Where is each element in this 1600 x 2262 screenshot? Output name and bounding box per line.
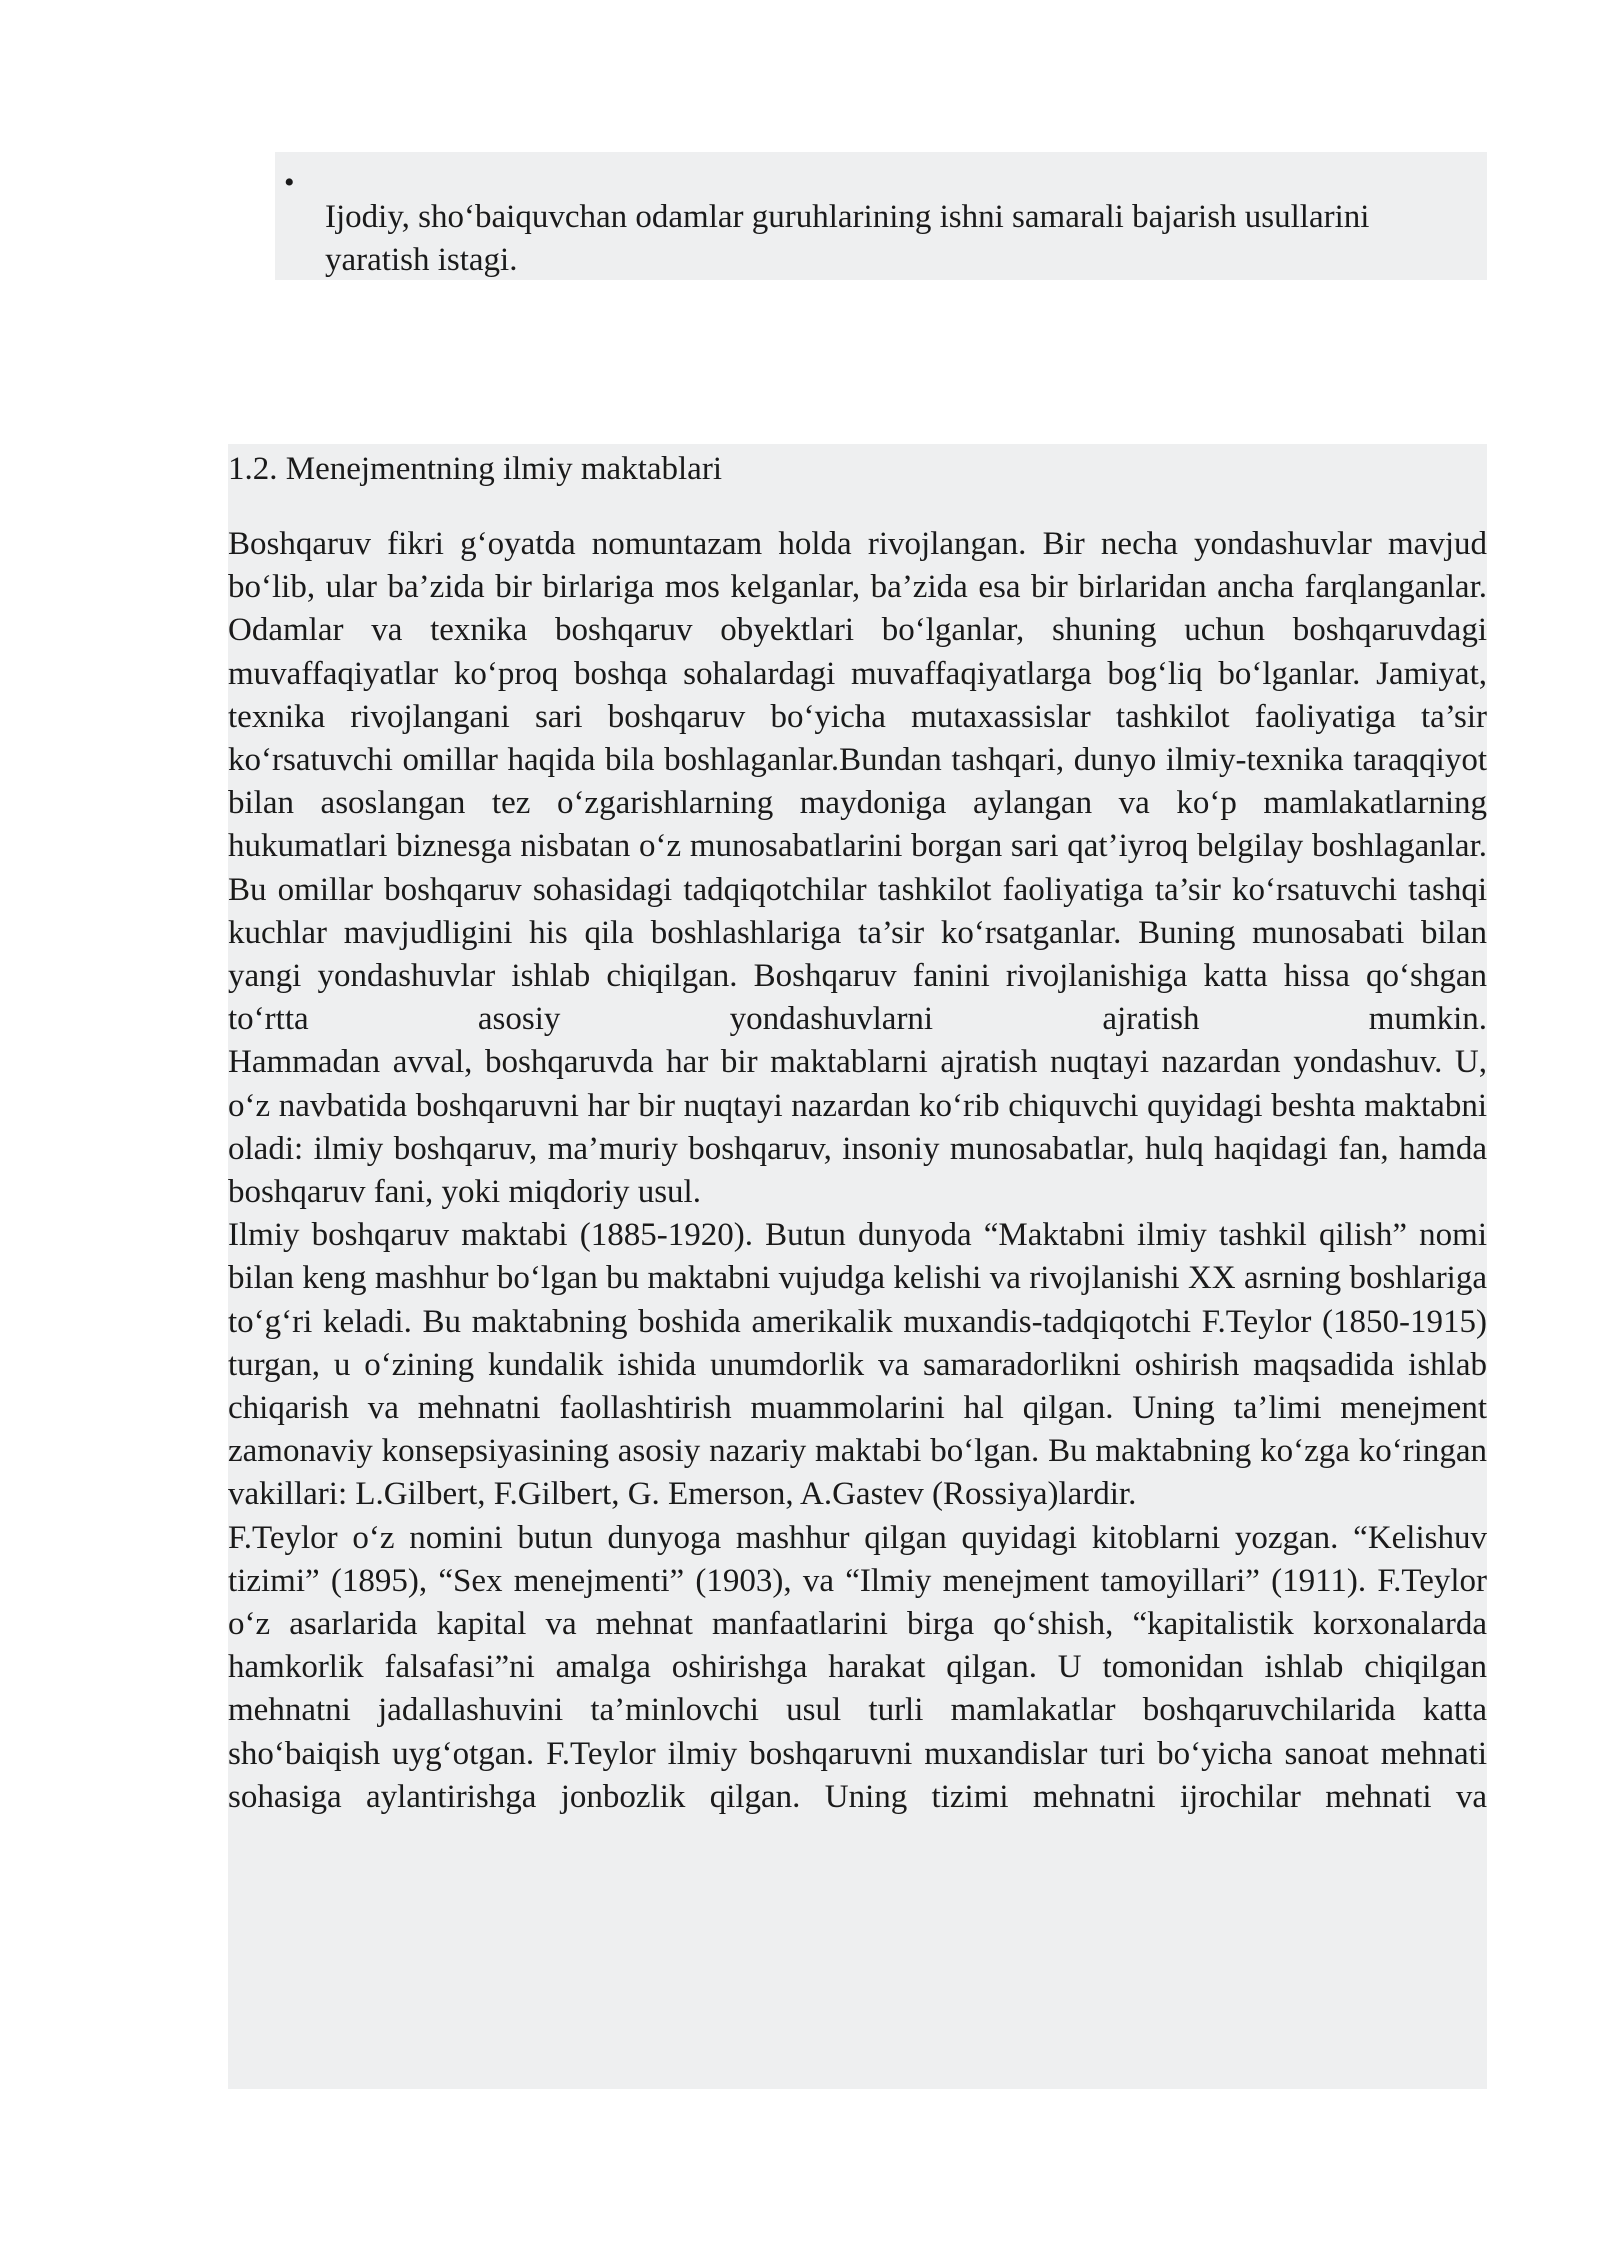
section-menejment-maktablari: [228, 444, 1487, 2089]
paragraph-4: F.Teylor o‘z nomini butun dunyoga mashhur qilgan quyidagi kitoblarni yozgan. “Kelishuv tizimi” (1895), “Sex menejmenti” (1903), va “Ilmiy menejment tamoyillari” (1911). F.Teylor o‘z asarlarida kapital va mehnat manfaatlarini birga qo‘shish, “kapitalistik korxonalarda hamkorlik falsafasi”ni amalga oshirishga harakat qilgan. U tomonidan ishlab chiqilgan mehnatni jadallashuvini ta’minlovchi usul turli mamlakatlar boshqaruvchilarida katta sho‘baiqish uyg‘otgan. F.Teylor ilmiy boshqaruvni muxandislar turi bo‘yicha sanoat mehnati sohasiga aylantirishga jonbozlik qilgan. Uning tizimi mehnatni ijrochilar mehnati va: [228, 1519, 1487, 1815]
bullet-list-item: [275, 152, 1487, 280]
paragraph-3: Ilmiy boshqaruv maktabi (1885-1920). Butun dunyoda “Maktabni ilmiy tashkil qilish” nomi bilan keng mashhur bo‘lgan bu maktabni vujudga kelishi va rivojlanishi XX asrning boshlariga to‘g‘ri keladi. Bu maktabning boshida amerikalik muxandis-tadqiqotchi F.Teylor (1850-1915) turgan, u o‘zining kundalik ishida unumdorlik va samaradorlikni oshirish maqsadida ishlab chiqarish va mehnatni faollashtirish muammolarini hal qilgan. Uning ta’limi menejment zamonaviy konsepsiyasining asosiy nazariy maktabi bo‘lgan. Bu maktabning ko‘zga ko‘ringan vakillari: L.Gilbert, F.Gilbert, G. Emerson, A.Gastev (Rossiya)lardir.: [228, 1217, 1487, 1513]
paragraph-1: Boshqaruv fikri g‘oyatda nomuntazam holda rivojlangan. Bir necha yondashuvlar mavjud bo‘lib, ular ba’zida bir birlariga mos kelganlar, ba’zida esa bir birlaridan ancha farqlanganlar. Odamlar va texnika boshqaruv obyektlari bo‘lganlar, shuning uchun boshqaruvdagi muvaffaqiyatlar ko‘proq boshqa sohalardagi muvaffaqiyatlarga bog‘liq bo‘lganlar. Jamiyat, texnika rivojlangani sari boshqaruv bo‘yicha mutaxassislar tashkilot faoliyatiga ta’sir ko‘rsatuvchi omillar haqida bila boshlaganlar.Bundan tashqari, dunyo ilmiy-texnika taraqqiyot bilan asoslangan tez o‘zgarishlarning maydoniga aylangan va ko‘p mamlakatlarning hukumatlari biznesga nisbatan o‘z munosabatlarini borgan sari qat’iyroq belgilay boshlaganlar. Bu omillar boshqaruv sohasidagi tadqiqotchilar tashkilot faoliyatiga ta’sir ko‘rsatuvchi tashqi kuchlar mavjudligini his qila boshlashlariga ta’sir ko‘rsatganlar. Buning munosabati bilan yangi yondashuvlar ishlab chiqilgan. Boshqaruv fanini rivojlanishiga katta hissa qo‘shgan to‘rtta asosiy yondashuvlarni ajratish mumkin.: [228, 526, 1487, 1038]
section-body: [228, 523, 1487, 1819]
section-heading: 1.2. Menejmentning ilmiy maktablari: [228, 451, 722, 487]
paragraph-2: Hammadan avval, boshqaruvda har bir maktablarni ajratish nuqtayi nazardan yondashuv. U, o‘z navbatida boshqaruvni har bir nuqtayi nazardan ko‘rib chiquvchi quyidagi beshta maktabni oladi: ilmiy boshqaruv, ma’muriy boshqaruv, insoniy munosabatlar, hulq haqidagi fan, hamda boshqaruv fani, yoki miqdoriy usul.: [228, 1044, 1487, 1211]
bullet-marker: •: [284, 166, 295, 199]
bullet-item-text: Ijodiy, sho‘baiquvchan odamlar guruhlarining ishni samarali bajarish usullarini yaratish istagi.: [325, 199, 1370, 278]
